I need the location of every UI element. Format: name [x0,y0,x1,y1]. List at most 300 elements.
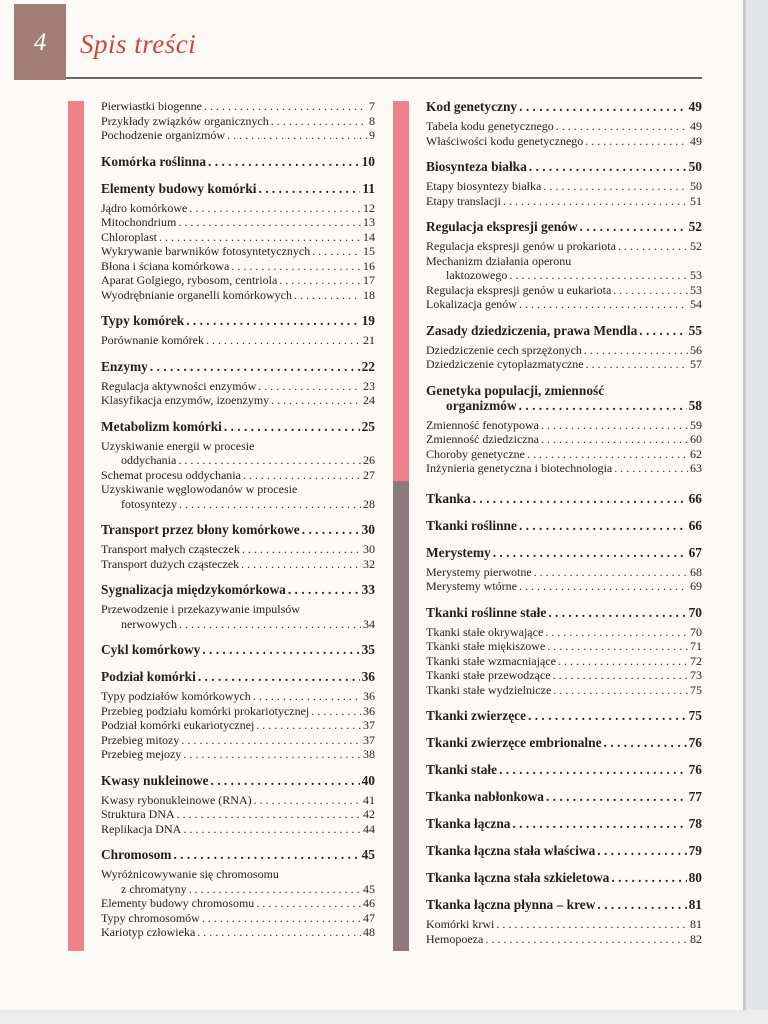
leader-dots [177,807,361,822]
toc-page-number: 50 [690,179,702,193]
toc-chapter-entry [426,843,702,859]
leader-dots [150,359,360,375]
leader-dots [541,432,688,447]
toc-item-entry [426,461,702,476]
toc-item-title: Typy podziałów komórkowych [101,689,251,703]
leader-dots [548,605,686,621]
toc-chapter-entry [426,323,702,339]
toc-page-number: 7 [369,99,375,113]
toc-item-title: Schemat procesu oddychania [101,467,241,482]
toc-page-number: 11 [362,180,375,196]
toc-page-number: 36 [363,703,375,718]
leader-dots [178,215,361,230]
toc-item-title: Kariotyp człowieka [101,925,196,939]
toc-item-entry [101,542,375,557]
toc-page-number: 40 [361,772,375,788]
leader-dots [179,617,361,632]
toc-item-entry [426,343,702,358]
toc-item-entry [426,432,702,447]
toc-item-title: Tkanki stałe wydzielnicze [426,682,552,697]
toc-chapter-entry [101,313,375,329]
leader-dots [253,689,361,704]
toc-page-number: 12 [363,200,375,215]
toc-item-entry [426,357,702,372]
toc-page-number: 13 [363,215,375,229]
leader-dots [493,545,687,561]
toc-item-title: Etapy biosyntezy białka [426,179,542,193]
toc-item-title: Przebieg podziału komórki prokariotycznej [101,703,310,718]
toc-item-title: Właściwości kodu genetycznego [426,133,584,148]
toc-page-number: 42 [363,807,375,821]
leader-dots [206,333,361,348]
toc-page-number: 59 [690,417,702,432]
toc-page-number: 49 [688,99,702,114]
toc-item-entry [101,718,375,733]
toc-page-number: 62 [690,446,702,461]
toc-item-title: Choroby genetyczne [426,446,525,461]
leader-dots [519,99,686,115]
toc-page-number: 49 [690,119,702,133]
toc-page-number: 37 [363,732,375,747]
leader-dots [227,128,367,143]
leader-dots [241,557,361,572]
toc-item-entry [101,822,375,837]
toc-page-number: 78 [688,816,702,831]
toc-item-title: Aparat Golgiego, rybosom, centriola [101,273,278,287]
toc-page-number: 36 [363,689,375,703]
toc-chapter-title: Tkanka [426,490,471,506]
toc-item-entry [426,639,702,654]
toc-chapter-entry [426,398,702,414]
leader-dots [198,669,360,685]
toc-item-entry [101,925,375,940]
toc-item-title: Pochodzenie organizmów [101,128,226,142]
leader-dots [597,897,686,913]
toc-page-number: 44 [363,821,375,836]
toc-page-number: 72 [690,653,702,668]
toc-page-number: 81 [690,917,702,931]
toc-item-entry [101,882,375,897]
toc-item-title: Transport dużych cząsteczek [101,556,240,571]
toc-item-entry [101,230,375,245]
toc-page-number: 22 [361,358,375,374]
toc-page-number: 52 [688,219,702,234]
leader-dots [597,843,686,859]
leader-dots [499,762,687,778]
toc-item-title: Przebieg mitozy [101,732,180,747]
toc-page-number: 70 [688,604,702,620]
toc-page-number: 51 [690,193,702,208]
toc-page-number: 45 [363,881,375,896]
leader-dots [312,244,361,259]
toc-chapter-title: Cykl komórkowy [101,642,201,657]
toc-item-title: Lokalizacja genów [426,297,517,311]
toc-page-number: 79 [688,843,702,858]
toc-item-entry [101,733,375,748]
toc-page-number: 76 [688,735,702,750]
leader-dots [242,542,361,557]
toc-page-number: 10 [361,153,375,169]
toc-chapter-entry [101,773,375,789]
toc-page-number: 34 [363,616,375,631]
toc-item-title: Transport małych cząsteczek [101,542,240,556]
toc-item-title: Mitochondrium [101,215,177,229]
leader-dots [159,230,361,245]
toc-page-number: 9 [369,128,375,142]
toc-chapter-title: Tkanka nabłonkowa [426,789,544,804]
leader-dots [173,847,359,863]
toc-chapter-entry [101,642,375,658]
toc-page-number: 18 [363,287,375,302]
toc-page-number: 37 [363,718,375,732]
toc-item-entry [426,683,702,698]
toc-continuation-text: z chromatyny [121,881,187,896]
right-color-bar-top [393,101,409,481]
leader-dots [614,461,688,476]
toc-page-number: 82 [690,931,702,946]
leader-dots [271,393,361,408]
toc-chapter-title: Metabolizm komórki [101,418,222,434]
toc-page-number: 70 [690,624,702,639]
toc-item-entry [101,747,375,762]
toc-chapter-title: Tkanka łączna płynna – krew [426,897,596,912]
toc-item-title: Regulacja aktywności enzymów [101,378,257,393]
leader-dots [496,917,688,932]
toc-page-number: 66 [688,490,702,506]
toc-item-title: Inżynieria genetyczna i biotechnologia [426,461,613,475]
leader-dots [211,773,360,789]
toc-page-number: 36 [361,669,375,684]
toc-item-entry [101,333,375,348]
toc-page-number: 58 [688,397,702,413]
toc-page-number: 66 [688,517,702,533]
toc-chapter-entry [101,847,375,863]
leader-dots [208,154,360,170]
toc-chapter-title: Typy komórek [101,313,185,328]
toc-page-number: 23 [363,378,375,393]
leader-dots [586,357,688,372]
toc-chapter-title: Genetyka populacji, zmienność [426,382,605,398]
leader-dots [553,683,688,698]
toc-page-number: 73 [690,668,702,682]
page-number-box [14,4,66,80]
toc-page-number: 8 [369,113,375,128]
toc-chapter-entry [426,159,702,175]
leader-dots [224,419,360,435]
leader-dots [545,625,688,640]
toc-right-column [426,99,702,946]
toc-chapter-entry [426,816,702,832]
toc-item-title: Regulacja ekspresji genów u prokariota [426,239,616,253]
toc-item-title: Jądro komórkowe [101,200,188,215]
toc-chapter-title: Tkanki roślinne stałe [426,604,547,620]
toc-chapter-entry [101,181,375,197]
toc-page-number: 53 [690,268,702,282]
toc-item-entry [101,114,375,129]
toc-chapter-title: Tkanki stałe [426,762,498,777]
page-title: Spis treści [80,29,197,59]
toc-item-entry [101,689,375,704]
toc-page-number: 28 [363,496,375,511]
leader-dots [189,201,361,216]
toc-item-title: Wyodrębnianie organelli komórkowych [101,287,293,302]
toc-page-number: 48 [363,925,375,939]
toc-item-title: Tkanki stałe okrywające [426,624,544,639]
toc-chapter-entry [426,789,702,805]
toc-continuation-text: fotosyntezy [121,496,177,511]
toc-page-number: 75 [688,708,702,723]
leader-dots [189,882,361,897]
toc-item-entry [101,793,375,808]
toc-item-title: Zmienność dziedziczna [426,432,539,446]
toc-item-entry [101,911,375,926]
toc-chapter-entry [101,522,375,538]
toc-chapter-entry [426,605,702,621]
leader-dots [519,579,688,594]
toc-page-number: 68 [690,564,702,579]
toc-chapter-entry [426,708,702,724]
leader-dots [519,297,688,312]
toc-item-entry [101,379,375,394]
toc-page-number: 50 [688,159,702,174]
toc-item-entry [101,807,375,822]
toc-item-entry [426,625,702,640]
leader-dots [546,789,687,805]
toc-chapter-title: Kod genetyczny [426,99,518,114]
toc-page-number: 49 [690,133,702,148]
leader-dots [202,642,359,658]
toc-item-title: Porównanie komórek [101,333,204,347]
toc-page-number: 69 [690,579,702,593]
toc-page-number: 57 [690,357,702,371]
toc-page-number: 75 [690,682,702,697]
toc-item-entry [426,283,702,298]
toc-page-number: 19 [361,313,375,328]
toc-left-column [101,99,375,940]
toc-item-entry [426,297,702,312]
toc-page-number: 80 [688,870,702,885]
toc-item-entry [101,128,375,143]
toc-page-number: 14 [363,229,375,244]
toc-chapter-title: Biosynteza białka [426,159,527,174]
toc-chapter-entry [101,154,375,170]
leader-dots [197,925,361,940]
leader-dots [258,379,361,394]
leader-dots [485,932,688,947]
toc-page-number: 30 [363,542,375,556]
leader-dots [584,343,688,358]
toc-item-entry [101,201,375,216]
toc-page-number: 47 [363,910,375,925]
leader-dots [256,896,361,911]
toc-item-entry [426,932,702,947]
toc-page-number: 21 [363,333,375,347]
toc-page-number: 45 [361,847,375,862]
toc-item-title: Merystemy pierwotne [426,564,532,579]
toc-item-title: Klasyfikacja enzymów, izoenzymy [101,393,270,407]
leader-dots [279,273,361,288]
toc-page-number: 24 [363,393,375,407]
toc-chapter-entry [101,359,375,375]
toc-chapter-entry [426,762,702,778]
leader-dots [473,491,687,507]
toc-chapter-title: Sygnalizacja międzykomórkowa [101,582,286,597]
leader-dots [580,219,687,235]
toc-page-number: 38 [363,747,375,761]
toc-item-title: Przykłady związków organicznych [101,113,269,128]
toc-item-title: Pierwiastki biogenne [101,99,202,113]
toc-chapter-title: Merystemy [426,544,491,560]
toc-item-entry [426,565,702,580]
toc-item-entry [426,134,702,149]
leader-dots [618,239,688,254]
toc-chapter-title: Zasady dziedziczenia, prawa Mendla [426,322,638,338]
leader-dots [541,418,688,433]
toc-item-title: Uzyskiwanie węglowodanów w procesie [101,482,298,496]
toc-chapter-title: Tkanka łączna stała właściwa [426,843,596,858]
leader-dots [186,313,359,329]
toc-chapter-title: Tkanki zwierzęce embrionalne [426,735,602,750]
leader-dots [256,718,361,733]
toc-item-entry [426,268,702,283]
toc-item-title: Tkanki stałe przewodzące [426,668,551,682]
toc-page-number: 15 [363,244,375,258]
toc-item-title: Dziedziczenie cytoplazmatyczne [426,357,584,371]
leader-dots [547,639,688,654]
toc-page-number: 26 [363,453,375,467]
toc-item-title: Hemopoeza [426,931,484,946]
toc-item-entry [426,917,702,932]
leader-dots [519,518,687,534]
toc-item-title: Regulacja ekspresji genów u eukariota [426,282,612,297]
toc-chapter-title: Tkanka łączna stała szkieletowa [426,870,610,885]
toc-page-number: 25 [361,418,375,434]
toc-chapter-title: Tkanki zwierzęce [426,708,527,723]
toc-page-number: 76 [688,762,702,777]
toc-item-entry [101,896,375,911]
toc-page-number: 32 [363,556,375,571]
toc-item-entry [101,215,375,230]
toc-chapter-title: Kwasy nukleinowe [101,772,209,788]
toc-chapter-title: Chromosom [101,847,172,862]
toc-page-number: 41 [363,792,375,807]
toc-page-number: 71 [690,639,702,653]
page-edge [746,0,768,1024]
toc-item-title: Podział komórki eukariotycznej [101,718,255,732]
toc-chapter-entry [426,735,702,751]
leader-dots [231,259,361,274]
leader-dots [243,468,361,483]
toc-chapter-title: Elementy budowy komórki [101,180,257,196]
leader-dots [288,582,360,598]
leader-dots [534,565,688,580]
toc-item-title: Struktura DNA [101,807,175,821]
toc-item-entry [101,99,375,114]
toc-chapter-title: Enzymy [101,358,148,374]
toc-item-entry [426,654,702,669]
toc-item-title: Tkanki stałe wzmacniające [426,653,556,668]
leader-dots [294,288,361,303]
leader-dots [553,668,688,683]
leader-dots [529,159,687,175]
toc-continuation-text: organizmów [446,397,517,413]
toc-item-title: Wyróżnicowywanie się chromosomu [101,867,279,881]
toc-chapter-entry [426,518,702,534]
toc-page-number: 30 [361,522,375,537]
leader-dots [527,447,688,462]
toc-item-entry [101,393,375,408]
leader-dots [202,911,361,926]
toc-item-entry [426,579,702,594]
toc-page-number: 55 [688,322,702,338]
toc-page-number: 54 [690,297,702,311]
toc-item-title: Etapy translacji [426,193,501,208]
toc-page-number: 56 [690,342,702,357]
toc-item-title: Komórki krwi [426,917,495,931]
leader-dots [503,194,688,209]
toc-continuation-text: laktozowego [446,268,508,282]
toc-item-title: Błona i ściana komórkowa [101,258,230,273]
toc-item-entry [101,259,375,274]
toc-chapter-title: Tkanka łączna [426,816,511,831]
toc-item-entry [426,447,702,462]
toc-page-number: 33 [361,582,375,597]
toc-item-title: Dziedziczenie cech sprzężonych [426,342,582,357]
toc-item-entry [101,244,375,259]
toc-item-entry [426,179,702,194]
leader-dots [183,822,361,837]
leader-dots [204,99,367,114]
toc-chapter-entry [426,897,702,913]
toc-item-entry [101,453,375,468]
toc-chapter-entry [426,545,702,561]
toc-continuation-text: nerwowych [121,616,177,631]
leader-dots [181,733,361,748]
leader-dots [639,323,686,339]
toc-item-entry [101,288,375,303]
toc-chapter-entry [426,219,702,235]
page-edge-shadow [743,0,746,1024]
toc-item-entry [426,194,702,209]
leader-dots [178,453,361,468]
toc-chapter-title: Tkanki roślinne [426,517,517,533]
toc-item-title: Merystemy wtórne [426,579,517,593]
toc-item-title: Przewodzenie i przekazywanie impulsów [101,602,300,616]
leader-dots [259,181,361,197]
leader-dots [179,497,361,512]
leader-dots [519,398,687,414]
toc-chapter-entry [426,870,702,886]
leader-dots [604,735,687,751]
toc-page-number: 46 [363,896,375,910]
toc-continuation-text: oddychania [121,453,177,467]
leader-dots [611,870,686,886]
toc-page-number: 16 [363,258,375,273]
toc-item-title: Replikacja DNA [101,821,182,836]
toc-chapter-entry [101,419,375,435]
toc-item-entry [426,119,702,134]
toc-chapter-entry [101,582,375,598]
toc-page-number: 60 [690,432,702,446]
toc-item-title: Uzyskiwanie energii w procesie [101,438,255,453]
toc-item-title: Tabela kodu genetycznego [426,119,554,133]
toc-chapter-title: Podział komórki [101,669,196,684]
toc-item-entry [101,704,375,719]
toc-page-number: 63 [690,461,702,475]
bottom-edge [0,1010,768,1024]
toc-item-title: Kwasy rybonukleinowe (RNA) [101,792,252,807]
toc-chapter-title: Transport przez błony komórkowe [101,522,300,537]
